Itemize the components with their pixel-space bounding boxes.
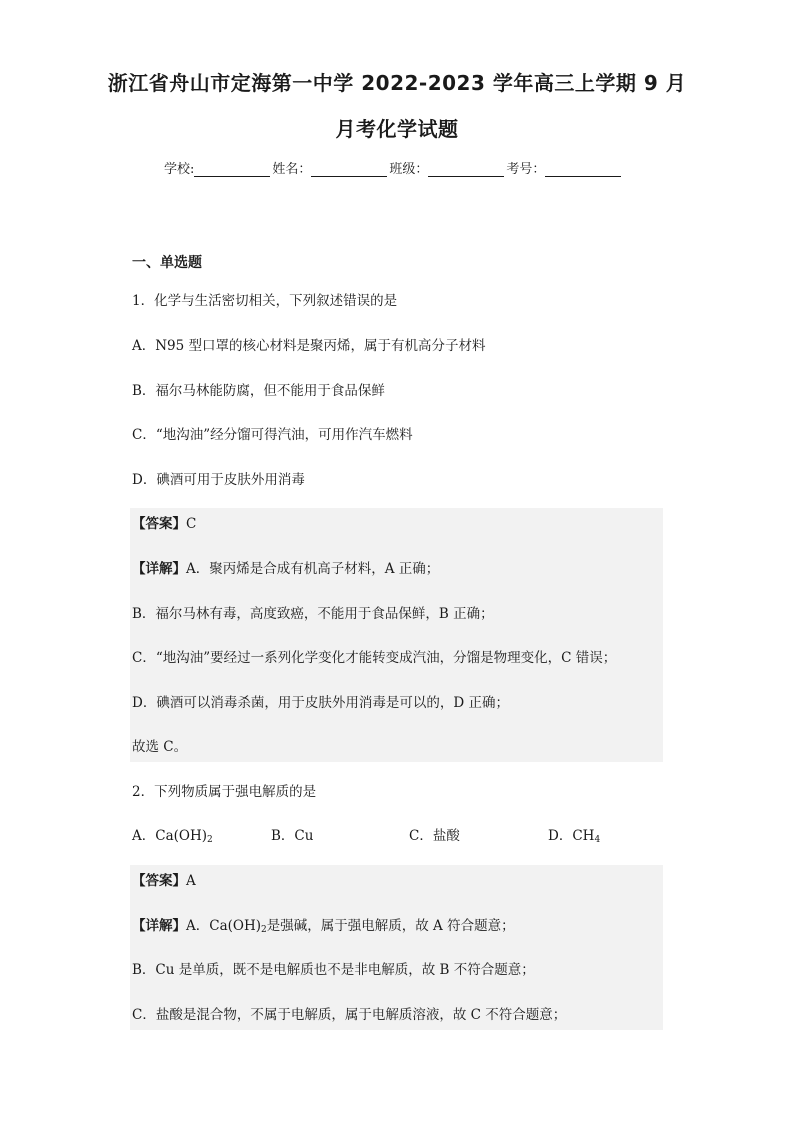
q2-stem: 2．下列物质属于强电解质的是: [132, 784, 317, 800]
q2-detail-label: 【详解】: [132, 918, 186, 934]
q1-answer: [132, 514, 196, 534]
q2-answer: [132, 871, 196, 891]
q1-answer-value: C: [186, 516, 197, 532]
student-info-row: [164, 158, 623, 177]
q1-detail-b: B．福尔马林有毒，高度致癌，不能用于食品保鲜，B 正确；: [132, 606, 494, 622]
q1-detail-d: D．碘酒可以消毒杀菌，用于皮肤外用消毒是可以的，D 正确；: [132, 695, 509, 711]
q2-detail-b: B．Cu 是单质，既不是电解质也不是非电解质，故 B 不符合题意；: [132, 962, 535, 978]
q2-option-a-sub: 2: [207, 835, 213, 845]
school-label: 学校:: [164, 162, 195, 177]
school-blank[interactable]: [194, 162, 270, 177]
q2-option-b: B．Cu: [271, 828, 314, 844]
q2-detail-a-prefix: A．Ca(OH): [186, 918, 262, 934]
q2-option-a: [132, 826, 213, 850]
q1-answer-label: 【答案】: [132, 516, 186, 532]
q1-detail-text-a: A．聚丙烯是合成有机高子材料，A 正确；: [186, 561, 440, 577]
q1-detail-a: [132, 559, 439, 579]
q2-answer-value: A: [186, 873, 196, 889]
q1-detail-c: C．“地沟油”要经过一系列化学变化才能转变成汽油，分馏是物理变化，C 错误；: [132, 650, 617, 666]
exam-title-line-1: 浙江省舟山市定海第一中学 2022-2023 学年高三上学期 9 月: [107, 71, 687, 95]
q1-option-c: C．“地沟油”经分馏可得汽油，可用作汽车燃料: [132, 427, 413, 443]
exam-number-blank[interactable]: [545, 162, 621, 177]
exam-title-line-2: 月考化学试题: [335, 117, 459, 141]
q1-option-b: B．福尔马林能防腐，但不能用于食品保鲜: [132, 383, 385, 399]
q2-detail-a-suffix: 是强碱，属于强电解质，故 A 符合题意；: [266, 918, 515, 934]
q2-option-c: C．盐酸: [409, 828, 460, 844]
q2-option-d-text: D．CH: [548, 828, 595, 844]
q1-option-a: A．N95 型口罩的核心材料是聚丙烯，属于有机高分子材料: [132, 338, 486, 354]
q1-detail-label: 【详解】: [132, 561, 186, 577]
class-label: 班级：: [389, 162, 429, 177]
q2-detail-a: [132, 916, 515, 940]
section-title: 一、单选题: [132, 255, 202, 271]
exam-number-label: 考号：: [506, 162, 546, 177]
class-blank[interactable]: [428, 162, 504, 177]
q2-detail-a-sub: 2: [261, 925, 267, 935]
q2-option-d-sub: 4: [594, 835, 601, 845]
q1-conclusion: 故选 C。: [132, 739, 188, 755]
q1-stem: 1．化学与生活密切相关，下列叙述错误的是: [132, 293, 398, 309]
q2-option-d: [548, 826, 600, 850]
q2-option-a-text: A．Ca(OH): [132, 828, 208, 844]
q1-option-d: D．碘酒可用于皮肤外用消毒: [132, 472, 305, 488]
q1-answer-block: [130, 508, 663, 762]
q2-detail-c: C．盐酸是混合物，不属于电解质，属于电解质溶液，故 C 不符合题意；: [132, 1007, 567, 1023]
q2-answer-label: 【答案】: [132, 873, 186, 889]
name-blank[interactable]: [311, 162, 387, 177]
name-label: 姓名：: [272, 162, 312, 177]
